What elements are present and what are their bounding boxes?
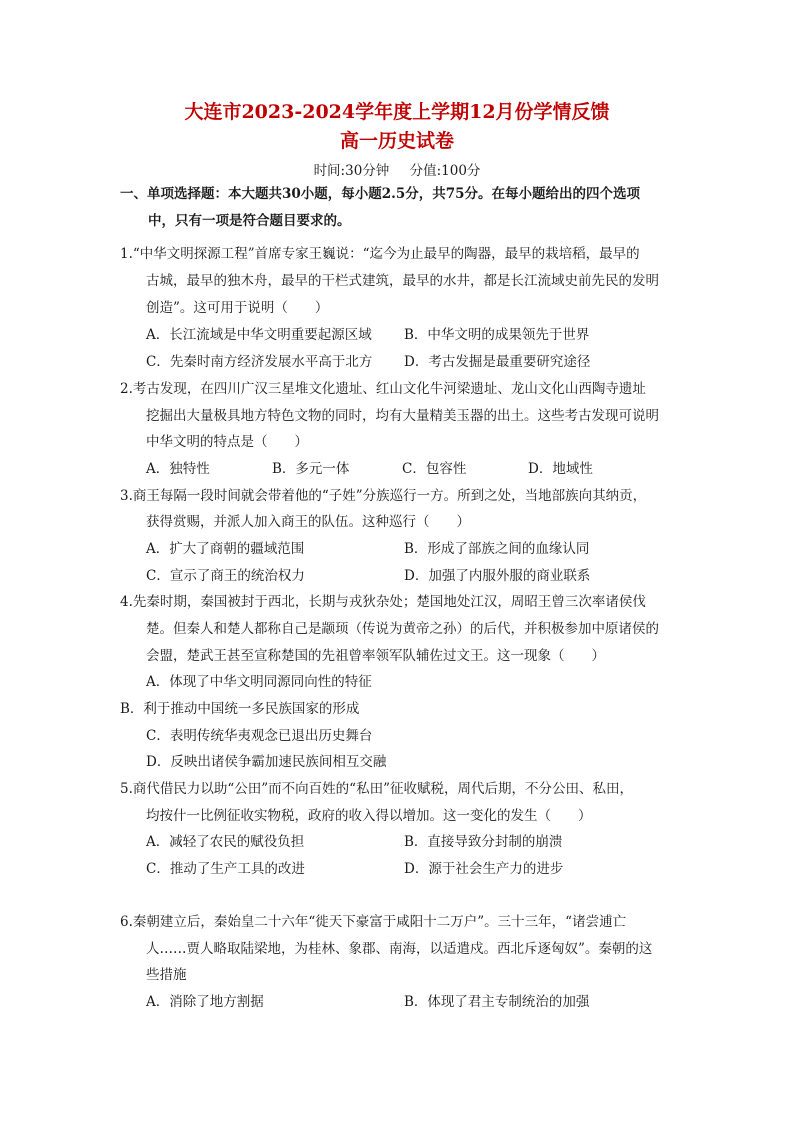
question-1-option-c[interactable]: C．先秦时南方经济发展水平高于北方: [146, 354, 373, 370]
question-1-line-2: 古城，最早的独木舟，最早的干栏式建筑，最早的水井，都是长江流域史前先民的发明: [146, 273, 659, 289]
question-1-option-d[interactable]: D．考古发掘是最重要研究途径: [404, 354, 591, 370]
question-1-option-b[interactable]: B．中华文明的成果领先于世界: [404, 327, 590, 343]
exam-title: 大连市2023-2024学年度上学期12月份学情反馈: [184, 101, 610, 123]
question-4-line-3: 会盟，楚武王甚至宣称楚国的先祖曾率领军队辅佐过文王。这一现象（ ）: [146, 648, 605, 664]
question-3-option-a[interactable]: A．扩大了商朝的疆域范围: [146, 541, 305, 557]
question-4-option-c[interactable]: C．表明传统华夷观念已退出历史舞台: [146, 728, 373, 744]
question-3-option-c[interactable]: C．宣示了商王的统治权力: [146, 568, 305, 584]
question-2-line-2: 挖掘出大量极具地方特色文物的同时，均有大量精美玉器的出土。这些考古发现可说明: [146, 408, 659, 424]
question-5-line-1: 5.商代借民力以助“公田”而不向百姓的“私田”征收赋税，周代后期，不分公田、私田，: [120, 781, 633, 797]
question-5-option-a[interactable]: A．减轻了农民的赋役负担: [146, 834, 305, 850]
question-4-line-2: 楚。但秦人和楚人都称自己是颛顼（传说为黄帝之孙）的后代，并积极参加中原诸侯的: [146, 621, 659, 637]
question-6-line-2: 人……贾人略取陆梁地，为桂林、象郡、南海，以适遣戍。西北斥逐匈奴”。秦朝的这: [146, 941, 653, 957]
question-3-option-d[interactable]: D．加强了内服外服的商业联系: [404, 568, 591, 584]
question-2-line-1: 2.考古发现，在四川广汉三星堆文化遗址、红山文化牛河梁遗址、龙山文化山西陶寺遗址: [120, 381, 646, 397]
question-2-option-b[interactable]: B．多元一体: [272, 461, 350, 477]
question-4-option-d[interactable]: D．反映出诸侯争霸加速民族间相互交融: [146, 754, 387, 770]
question-2-option-d[interactable]: D．地域性: [528, 461, 593, 477]
question-5-option-b[interactable]: B．直接导致分封制的崩溃: [404, 834, 563, 850]
section-heading-cont: 中，只有一项是符合题目要求的。: [148, 213, 351, 229]
question-2-option-a[interactable]: A．独特性: [146, 461, 210, 477]
exam-time: 时间:30分钟: [313, 163, 390, 179]
question-4-option-b[interactable]: B．利于推动中国统一多民族国家的形成: [120, 701, 360, 717]
question-3-line-2: 获得赏赐，并派人加入商王的队伍。这种巡行（ ）: [146, 514, 470, 530]
question-4-option-a[interactable]: A．体现了中华文明同源同向性的特征: [146, 674, 372, 690]
question-1-line-3: 创造”。这可用于说明（ ）: [146, 300, 329, 316]
question-4-line-1: 4.先秦时期，秦国被封于西北，长期与戎狄杂处；楚国地处江汉，周昭王曾三次率诸侯伐: [120, 594, 646, 610]
question-2-option-c[interactable]: C．包容性: [402, 461, 467, 477]
question-2-line-3: 中华文明的特点是（ ）: [146, 434, 308, 450]
question-3-line-1: 3.商王每隔一段时间就会带着他的“子姓”分族巡行一方。所到之处，当地部族向其纳贡，: [120, 488, 647, 504]
exam-score: 分值:100分: [409, 163, 481, 179]
question-5-option-d[interactable]: D．源于社会生产力的进步: [404, 861, 564, 877]
exam-subtitle: 高一历史试卷: [339, 130, 454, 152]
question-6-option-b[interactable]: B．体现了君主专制统治的加强: [404, 994, 590, 1010]
question-1-option-a[interactable]: A．长江流域是中华文明重要起源区域: [146, 327, 372, 343]
question-6-option-a[interactable]: A．消除了地方割据: [146, 994, 264, 1010]
question-3-option-b[interactable]: B．形成了部族之间的血缘认同: [404, 541, 590, 557]
question-6-line-1: 6.秦朝建立后，秦始皇二十六年“徙天下豪富于咸阳十二万户”。三十三年，“诸尝逋亡: [120, 914, 627, 930]
question-6-line-3: 些措施: [146, 967, 187, 983]
section-heading: 一、单项选择题：本大题共30小题，每小题2.5分，共75分。在每小题给出的四个选项: [120, 186, 641, 202]
question-1-line-1: 1.“中华文明探源工程”首席专家王巍说：“迄今为止最早的陶器，最早的栽培稻，最早的: [120, 246, 640, 262]
exam-meta: [0, 159, 794, 179]
question-5-line-2: 均按什一比例征收实物税，政府的收入得以增加。这一变化的发生（ ）: [146, 808, 592, 824]
question-5-option-c[interactable]: C．推动了生产工具的改进: [146, 861, 305, 877]
